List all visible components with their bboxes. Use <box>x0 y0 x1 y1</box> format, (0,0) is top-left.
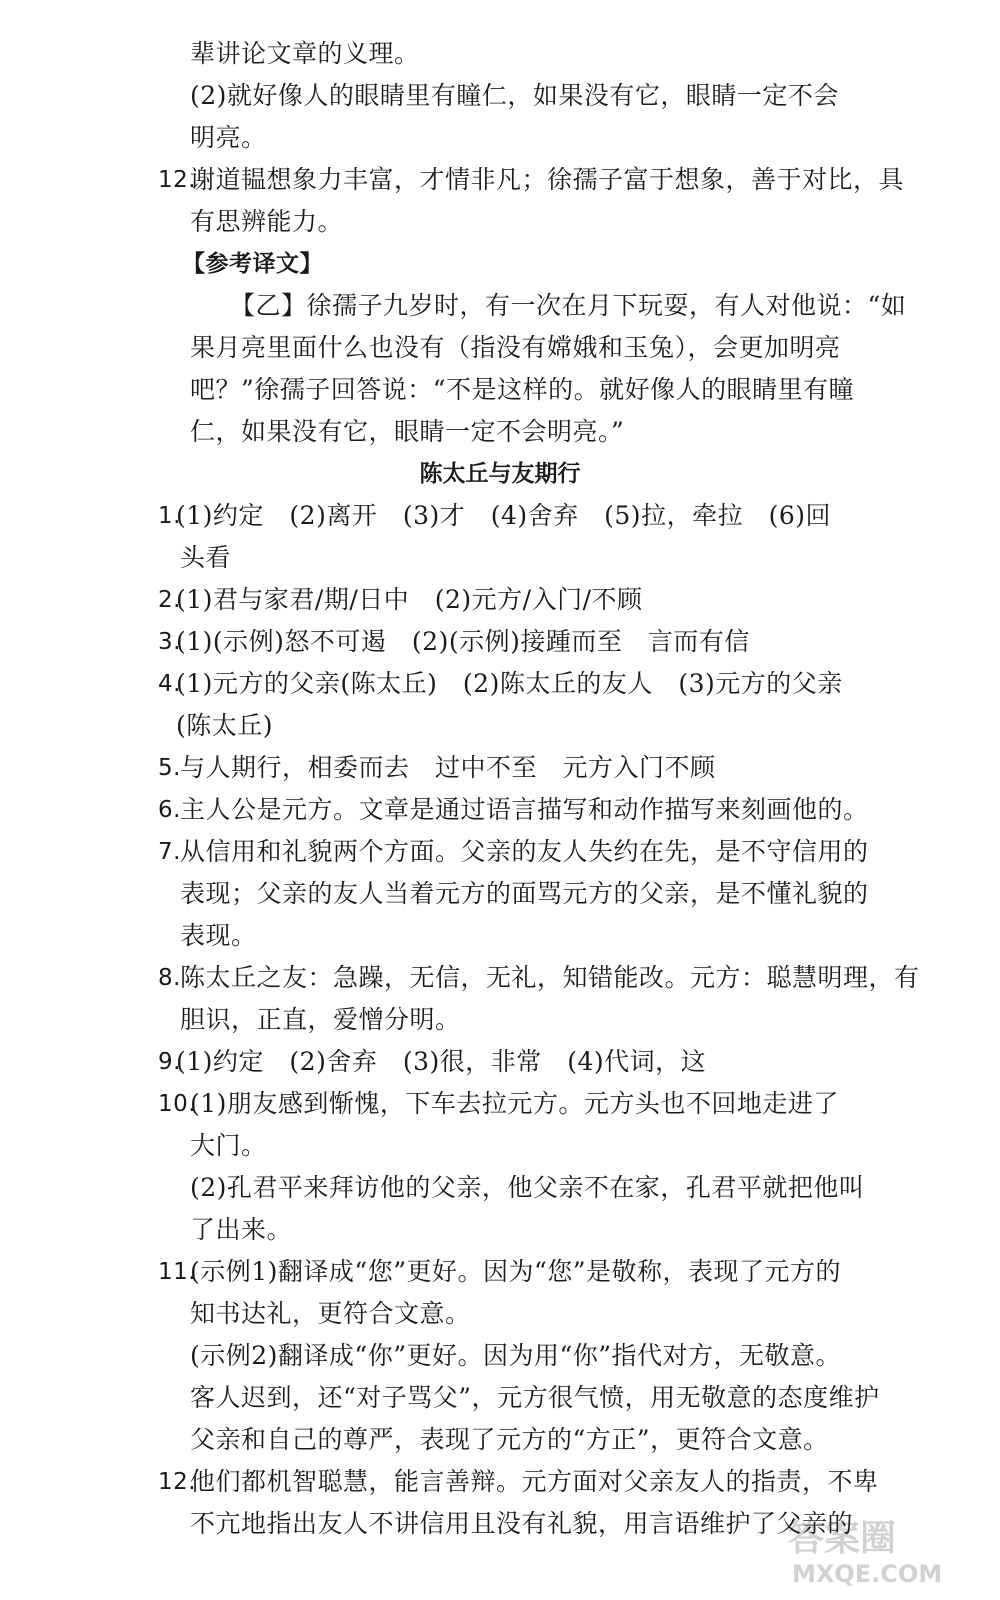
text-line: (1)朋友感到惭愧，下车去拉元方。元方头也不回地走进了 <box>190 1089 839 1118</box>
text-line: (2)孔君平来拜访他的父亲，他父亲不在家，孔君平就把他叫 <box>190 1173 865 1202</box>
text-line: (示例1)翻译成“您”更好。因为“您”是敬称，表现了元方的 <box>190 1257 842 1286</box>
item-number: 12. <box>158 167 197 193</box>
text-line: 有思辨能力。 <box>190 207 344 236</box>
text-line: 了出来。 <box>190 1215 293 1244</box>
item-number: 3. <box>158 629 181 655</box>
text-line: 辈讲论文章的义理。 <box>190 39 420 68</box>
text-line: 胆识，正直，爱憎分明。 <box>180 1005 461 1034</box>
text-line: 表现。 <box>180 921 257 950</box>
item-number: 10. <box>158 1091 197 1117</box>
watermark-url: MXQE.COM <box>792 1560 943 1588</box>
text-line: 陈太丘之友：急躁，无信，无礼，知错能改。元方：聪慧明理，有 <box>180 963 920 992</box>
item-number: 8. <box>158 965 181 991</box>
item-number: 12. <box>158 1469 197 1495</box>
watermark-text: 答案圈 <box>788 1518 897 1559</box>
text-line: 他们都机智聪慧，能言善辩。元方面对父亲友人的指责，不卑 <box>190 1467 879 1496</box>
text-line: 表现；父亲的友人当着元方的面骂元方的父亲，是不懂礼貌的 <box>180 879 869 908</box>
text-line: 果月亮里面什么也没有（指没有嫦娥和玉兔），会更加明亮 <box>190 333 841 362</box>
text-line: (陈太丘) <box>176 711 274 740</box>
text-line: (示例2)翻译成“你”更好。因为用“你”指代对方，无敬意。 <box>190 1341 842 1370</box>
item-number: 9. <box>158 1049 181 1075</box>
text-line: (1)(示例)怒不可遏 (2)(示例)接踵而至 言而有信 <box>176 627 750 656</box>
text-line: 仁，如果没有它，眼睛一定不会明亮。” <box>190 417 625 446</box>
item-number: 4. <box>158 671 181 697</box>
item-number: 6. <box>158 797 181 823</box>
text-line: (1)约定 (2)舍弃 (3)很，非常 (4)代词，这 <box>176 1047 707 1076</box>
text-line: 父亲和自己的尊严，表现了元方的“方正”，更符合文意。 <box>190 1425 829 1454</box>
text-line: 从信用和礼貌两个方面。父亲的友人失约在先，是不守信用的 <box>180 837 869 866</box>
text-line: 头看 <box>180 543 232 572</box>
item-number: 2. <box>158 587 181 613</box>
watermark-logo <box>788 1510 978 1588</box>
text-line: 主人公是元方。文章是通过语言描写和动作描写来刻画他的。 <box>180 795 869 824</box>
text-line: 谢道韫想象力丰富，才情非凡；徐孺子富于想象，善于对比，具 <box>190 165 905 194</box>
text-line: 大门。 <box>190 1131 267 1160</box>
section-title: 陈太丘与友期行 <box>419 461 581 487</box>
item-number: 7. <box>158 839 181 865</box>
text-line: (1)君与家君/期/日中 (2)元方/入门/不顾 <box>176 585 643 614</box>
text-line: 客人迟到，还“对子骂父”，元方很气愤，用无敬意的态度维护 <box>190 1383 880 1412</box>
text-line: 明亮。 <box>190 123 267 152</box>
text-line: 与人期行，相委而去 过中不至 元方入门不顾 <box>180 753 716 782</box>
text-line: 知书达礼，更符合文意。 <box>190 1299 471 1328</box>
item-number: 11. <box>158 1259 197 1285</box>
item-number: 1. <box>158 503 181 529</box>
reference-heading: 【参考译文】 <box>182 251 323 277</box>
text-line: 【乙】徐孺子九岁时，有一次在月下玩耍，有人对他说：“如 <box>230 291 907 320</box>
text-line: (1)元方的父亲(陈太丘) (2)陈太丘的友人 (3)元方的父亲 <box>176 669 843 698</box>
text-line: (2)就好像人的眼睛里有瞳仁，如果没有它，眼睛一定不会 <box>190 81 839 110</box>
text-line: 吧？”徐孺子回答说：“不是这样的。就好像人的眼睛里有瞳 <box>190 375 855 404</box>
item-number: 5. <box>158 755 181 781</box>
text-line: (1)约定 (2)离开 (3)才 (4)舍弃 (5)拉，牵拉 (6)回 <box>176 501 831 530</box>
text-line: 不亢地指出友人不讲信用且没有礼貌，用言语维护了父亲的 <box>190 1509 854 1538</box>
